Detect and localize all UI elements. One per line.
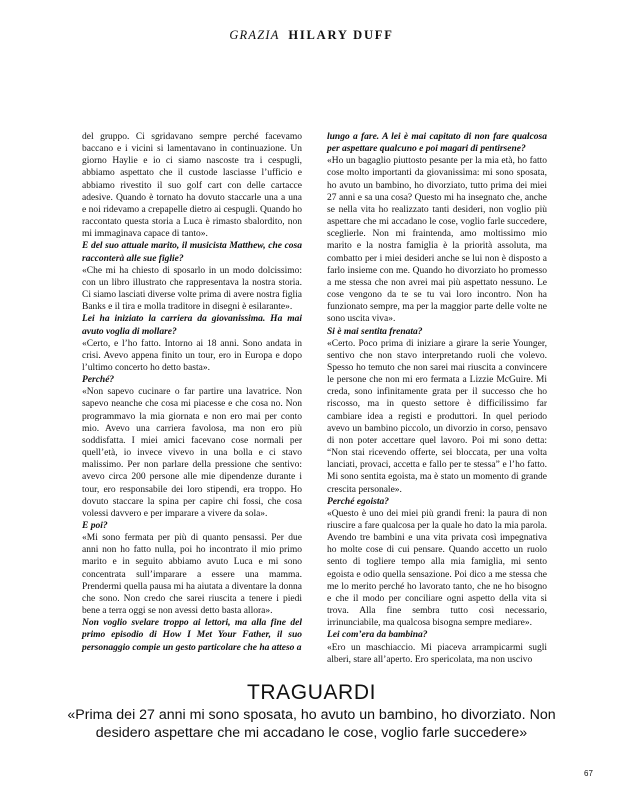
interview-question: Perché egoista? <box>327 496 390 507</box>
interview-answer: «Che mi ha chiesto di sposarlo in un modo dolcissimo: con un libro illustrato che rappresentava la nostra storia. Ci siamo lasciati diverse volte prima di avere nostra figlia Banks e il tira e molla traditore in disegni è esilarante». <box>82 265 302 313</box>
page-header <box>0 28 623 43</box>
interview-answer: «Non sapevo cucinare o far partire una lavatrice. Non sapevo neanche che cosa mi piacesse e che cosa no. Non programmavo la mia giornata e non ero mai per conto mio. Avevo una carriera favolosa, ma non ero più soddisfatta. I miei amici facevano cose normali per quell’età, io invece vivevo in una bolla e ci stavo malissimo. Per non parlare della pressione che sentivo: avevo circa 200 persone alle mie dipendenze durante i tour, ero responsabile dei loro stipendi, era troppo. Ho dovuto staccare la spina per capire chi fossi, che cosa volessi davvero e per imparare a vivere da sola». <box>82 387 302 519</box>
magazine-brand: GRAZIA <box>229 28 280 42</box>
right-column <box>327 131 547 666</box>
interview-question: E poi? <box>82 521 108 531</box>
interview-question: Si è mai sentita frenata? <box>327 326 423 337</box>
interview-answer: «Ho un bagaglio piuttosto pesante per la mia età, ho fatto cose molto importanti da giovanissima: mi sono sposata, ho avuto un bambino, ho divorziato, tutto prima dei miei 27 anni e sa una cosa? Questo mi ha insegnato che, anche se nella vita ho realizzato tanti desideri, non voglio più aspettare che mi accadano le cose, voglio farle succedere, sceglierle. Non mi fraintenda, amo moltissimo mio marito e la nostra famiglia è la priorità assoluta, ma combatto per i miei desideri anche se lui non è disposto a farlo insieme con me. Quando ho divorziato ho promesso a me stessa che non avrei mai più aspettato nessuno. Le cose vengono da te se tu vai loro incontro. Non ha funzionato sempre, ma per la maggior parte delle volte ne sono uscita viva». <box>327 156 547 325</box>
section-title: HILARY DUFF <box>288 28 394 42</box>
left-column <box>82 131 302 654</box>
pull-quote-text: «Prima dei 27 anni mi sono sposata, ho avuto un bambino, ho divorziato. Non desidero aspettare che mi accadano le cose, voglio farle succedere» <box>67 707 556 741</box>
page-number: 67 <box>584 769 593 778</box>
interview-answer: «Ero un maschiaccio. Mi piaceva arrampicarmi sugli alberi, stare all’aperto. Ero spericolata, ma non uscivo <box>327 642 547 665</box>
pull-quote <box>40 681 583 742</box>
interview-answer: «Certo, e l’ho fatto. Intorno ai 18 anni. Sono andata in crisi. Avevo appena finito un tour, ero in Europa e dopo l’ultimo concerto ho detto basta». <box>82 338 302 373</box>
interview-answer: «Certo. Poco prima di iniziare a girare la serie Younger, sentivo che non stavo interpretando ruoli che volevo. Spesso ho temuto che non sarei mai riuscita a convincere le persone che non mi ero fermata a Lizzie McGuire. Mi creda, sono infinitamente grata per il successo che ho riscosso, ma in questo settore è difficilissimo far cambiare idea a registi e produttori. In quel periodo avevo un bambino piccolo, un divorzio in corso, pensavo di non poter accettare quel lavoro. Poi mi sono detta: “Non stai ricevendo offerte, sei bloccata, per una volta lanciati, provaci, accetta e fallo per te stessa” e l’ho fatto. Mi sono sentita egoista, ma è stato un momento di grande crescita personale». <box>327 338 547 495</box>
interview-answer: «Mi sono fermata per più di quanto pensassi. Per due anni non ho fatto nulla, poi ho incontrato il mio primo marito e in seguito abbiamo avuto Luca e mi sono concentrata sull’imparare a essere una mamma. Prendermi quella pausa mi ha aiutata a diventare la donna che sono. Non credo che sarei riuscita a tenere i piedi bene a terra oggi se non avessi detto basta allora». <box>82 533 302 617</box>
interview-question: Lei com’era da bambina? <box>327 630 428 641</box>
interview-answer: «Questo è uno dei miei più grandi freni: la paura di non riuscire a fare qualcosa per la quale ho dato la mia parola. Avendo tre bambini e una vita privata così impegnativa ho molte cose di cui pensare. Quando accetto un ruolo sento di togliere tempo alla mia famiglia, mi sento egoista e odio quella sensazione. Poi dico a me stessa che me lo merito perché ho lavorato tanto, che ne ho bisogno e che il modo per conciliare ogni aspetto della vita si trova. Alla fine sembra tutto così necessario, irrinunciabile, ma qualcosa bisogna sempre mediare». <box>327 508 547 629</box>
interview-question: Lei ha iniziato la carriera da giovanissima. Ha mai avuto voglia di mollare? <box>82 314 302 337</box>
pull-quote-kicker: TRAGUARDI <box>246 681 377 704</box>
interview-question: Perché? <box>82 375 115 386</box>
interview-question: E del suo attuale marito, il musicista Matthew, che cosa racconterà alle sue figlie? <box>82 241 302 264</box>
interview-question: Non voglio svelare troppo ai lettori, ma alla fine del primo episodio di How I Met Your Father, il suo personaggio compie un gesto particolare che ha atteso a <box>82 618 302 653</box>
interview-question: lungo a fare. A lei è mai capitato di non fare qualcosa per aspettare qualcuno e poi magari di pentirsene? <box>327 132 547 155</box>
interview-answer: del gruppo. Ci sgridavano sempre perché facevamo baccano e i vicini si lamentavano in continuazione. Un giorno Haylie e io ci siamo nascoste tra i cespugli, abbiamo aspettato che il custode lasciasse l’ufficio e abbiamo rivestito il suo golf cart con delle cartacce adesive. Quando è tornato ha dovuto staccarle una a una e noi ridevamo a crepapelle dietro ai cespugli. Quando ho raccontato questa storia a Luca è rimasto sbalordito, non mi immaginava capace di tanto». <box>82 132 302 240</box>
